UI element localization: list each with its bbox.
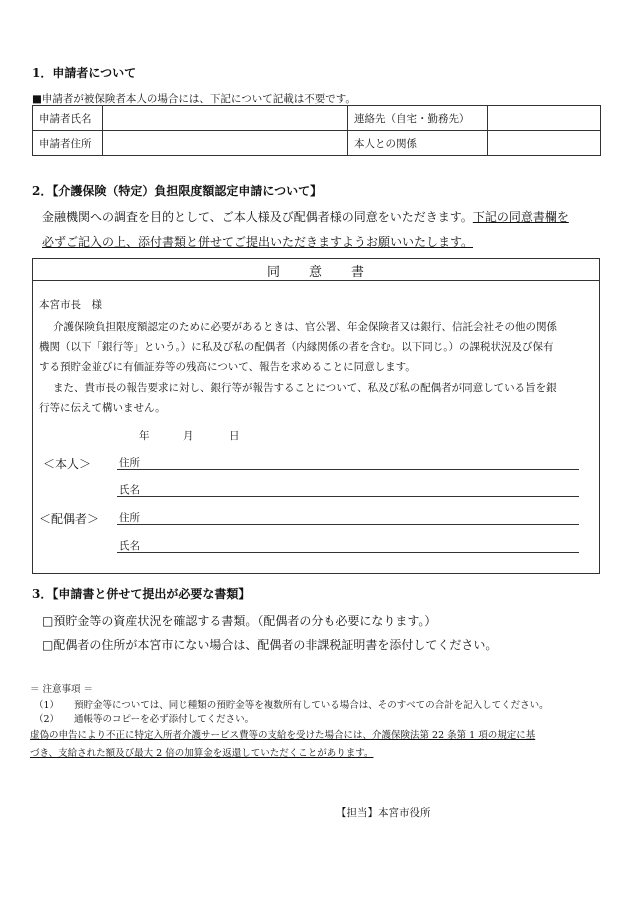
section2-intro-line2: 必ずご記入の上、添付書類と併せてご提出いただきますようお願いいたします。 [42,235,474,249]
relation-field[interactable] [488,131,601,156]
applicant-name-label: 申請者氏名 [33,106,103,131]
date-month: 月 [183,430,194,442]
date-day: 日 [229,430,240,442]
footer-contact: 【担当】本宮市役所 [336,807,431,819]
required-doc-item1: □預貯金等の資産状況を確認する書類。（配偶者の分も必要になります。） [42,614,437,628]
notes-header: ＝ 注意事項 ＝ [30,684,94,695]
consent-para1-line3: する預貯金並びに有価証券等の残高について、報告を求めることに同意します。 [39,361,416,373]
section1-heading: 1．申請者について [32,66,137,80]
self-address-field[interactable] [117,469,579,470]
section3-heading: 3．【申請書と併せて提出が必要な書類】 [32,587,251,601]
spouse-name-label: 氏名 [119,540,140,552]
self-label: ＜本人＞ [43,457,92,471]
self-name-field[interactable] [117,496,579,497]
note-item2: 通帳等のコピーを必ず添付してください。 [74,714,255,725]
spouse-address-field[interactable] [117,524,579,525]
consent-para2-line1: また、貴市長の報告要求に対し、銀行等が報告することについて、私及び私の配偶者が同意している旨を銀 [53,382,557,394]
table-row [33,106,601,131]
applicant-address-label: 申請者住所 [33,131,103,156]
title-divider [33,280,599,281]
warning-line1: 虚偽の申告により不正に特定入所者介護サービス費等の支給を受けた場合には、介護保険法第 22 条第 1 項の規定に基 [30,730,536,741]
warning-line2: づき、支給された額及び最大 2 倍の加算金を返還していただくことがあります。 [30,748,374,759]
relation-label: 本人との関係 [348,131,488,156]
required-doc-item2: □配偶者の住所が本宮市にない場合は、配偶者の非課税証明書を添付してください。 [42,638,498,652]
note-item2-num: （2） [34,714,60,725]
intro-underlined-text: 下記の同意書欄を [472,210,569,224]
section1-note: ■申請者が被保険者本人の場合には、下記について記載は不要です。 [32,93,356,105]
spouse-label: ＜配偶者＞ [39,512,100,526]
consent-title-wrap [33,261,599,282]
applicant-name-field[interactable] [103,106,348,131]
contact-label: 連絡先（自宅・勤務先） [348,106,488,131]
consent-addressee: 本宮市長 様 [39,299,102,311]
self-address-label: 住所 [119,457,140,469]
consent-para1-line2: 機関（以下「銀行等」という。）に私及び私の配偶者（内縁関係の者を含む。以下同じ。）の課税状況及び保有 [39,341,554,353]
spouse-address-label: 住所 [119,512,140,524]
table-row [33,131,601,156]
spouse-name-field[interactable] [117,552,579,553]
consent-title: 同 意 書 [266,265,365,280]
consent-para2-line2: 行等に伝えて構いません。 [39,402,166,414]
consent-form [32,258,600,574]
applicant-table [32,105,601,156]
date-year: 年 [139,430,150,442]
note-item1: 預貯金等については、同じ種類の預貯金等を複数所有している場合は、そのすべての合計を記入してください。 [74,700,549,711]
contact-field[interactable] [488,106,601,131]
section2-heading: 2．【介護保険（特定）負担限度額認定申請について】 [32,184,323,198]
applicant-address-field[interactable] [103,131,348,156]
section2-intro-line1 [42,208,569,225]
self-name-label: 氏名 [119,484,140,496]
note-item1-num: （1） [34,700,60,711]
consent-para1-line1: 介護保険負担限度額認定のために必要があるときは、官公署、年金保険者又は銀行、信託会社その他の関係 [53,321,557,333]
intro-plain-text: 金融機関への調査を目的として、ご本人様及び配偶者様の同意をいただきます。 [42,210,473,224]
